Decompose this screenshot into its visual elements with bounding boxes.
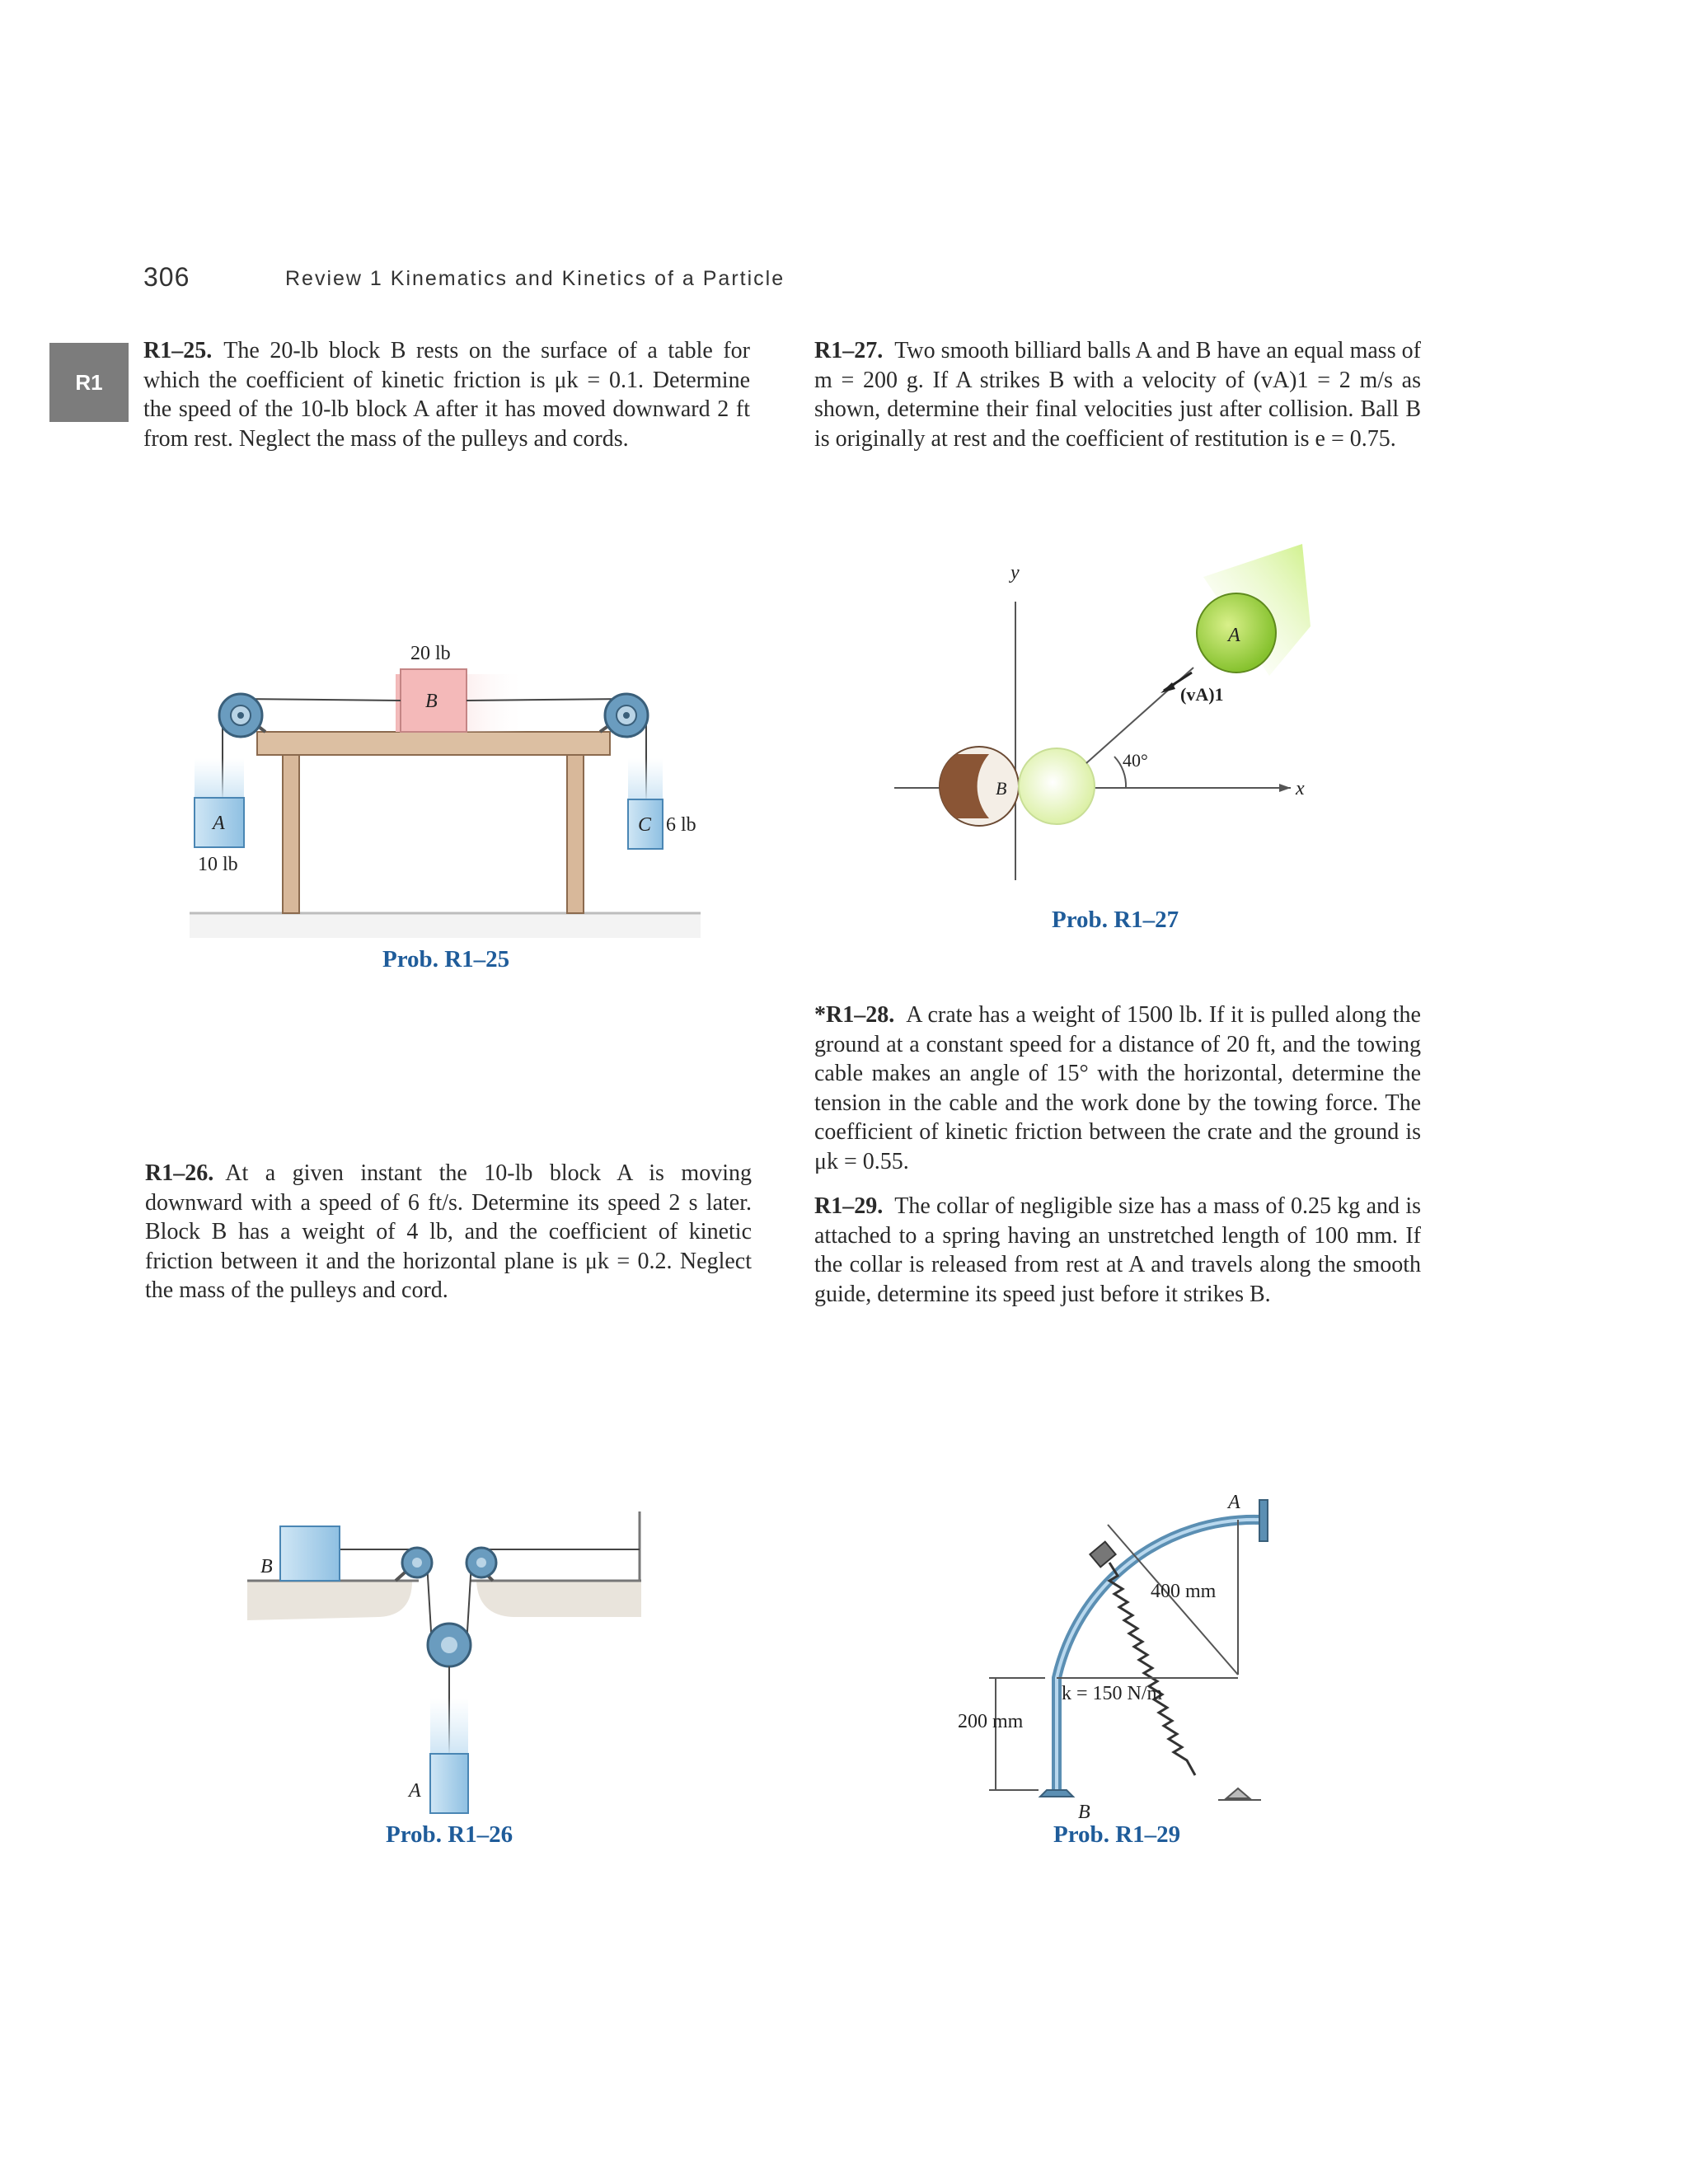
label-spring: k = 150 N/m — [1062, 1683, 1163, 1704]
problem-text: A crate has a weight of 1500 lb. If it is pulled along the ground at a constant speed for a distance of 20 ft, and the towing cable makes an angle of 15° with the horizontal, determine the tension in the cable and the work done by the towing force. The coefficient of kinetic friction between the crate and the ground is μk = 0.55. — [814, 1002, 1421, 1174]
page-number: 306 — [143, 262, 190, 292]
problem-text: At a given instant the 10-lb block A is moving downward with a speed of 6 ft/s. Determine its speed 2 s later. Block B has a weight of 4 lb, and the coefficient of kinetic friction between it and the horizontal plane is μk = 0.2. Neglect the mass of the pulleys and cord. — [145, 1160, 752, 1303]
label-height: 200 mm — [958, 1711, 1024, 1732]
problem-number: R1–25. — [143, 338, 213, 363]
problem-text: The collar of negligible size has a mass of 0.25 kg and is attached to a spring having an unstretched length of 100 mm. If the collar is released from rest at A and travels along the smooth guide, determine its speed just before it strikes B. — [814, 1193, 1421, 1307]
chapter-tab-label: R1 — [75, 369, 103, 395]
label-a: A — [213, 813, 225, 834]
label-a: A — [1228, 1492, 1240, 1513]
running-title: Review 1 Kinematics and Kinetics of a Particle — [285, 267, 785, 290]
mount-a — [1259, 1500, 1268, 1541]
label-b: B — [1078, 1802, 1090, 1823]
problem-number: R1–27. — [814, 338, 884, 363]
caption-r1-29: Prob. R1–29 — [1053, 1821, 1181, 1848]
caption-r1-26: Prob. R1–26 — [386, 1821, 513, 1848]
label-y: y — [1010, 562, 1020, 583]
problem-text: Two smooth billiard balls A and B have an equal mass of m = 200 g. If A strikes B with a velocity of (vA)1 = 2 m/s as shown, determine their final velocities just after collision. Ball B is originally at rest and the coefficient of restitution is e = 0.75. — [814, 338, 1421, 452]
label-x: x — [1296, 778, 1305, 799]
label-a-weight: 10 lb — [198, 854, 238, 875]
label-a: A — [409, 1780, 421, 1802]
label-b: B — [996, 778, 1007, 799]
label-b-weight: 20 lb — [410, 643, 451, 664]
label-angle: 40° — [1123, 750, 1148, 771]
label-velocity: (vA)1 — [1180, 684, 1224, 705]
label-radius: 400 mm — [1151, 1581, 1217, 1602]
label-b: B — [425, 691, 438, 712]
guide-rod-highlight — [1057, 1520, 1259, 1790]
problem-number: R1–26. — [145, 1160, 214, 1186]
label-b: B — [260, 1556, 273, 1577]
guide-rod — [1057, 1520, 1259, 1790]
problem-number: R1–29. — [814, 1193, 884, 1219]
caption-r1-25: Prob. R1–25 — [382, 946, 510, 972]
caption-r1-27: Prob. R1–27 — [1052, 907, 1179, 933]
spring-anchor — [1226, 1788, 1250, 1798]
problem-number: *R1–28. — [814, 1002, 895, 1028]
label-a: A — [1228, 625, 1240, 646]
problem-text: The 20-lb block B rests on the surface of a table for which the coefficient of kinetic friction is μk = 0.1. Determine the speed of the 10-lb block A after it has moved downward 2 ft from rest. Neglect the mass of the pulleys and cords. — [143, 338, 750, 452]
base-b — [1040, 1790, 1073, 1797]
collar — [1090, 1542, 1115, 1568]
label-c: C — [638, 814, 652, 836]
label-c-weight: 6 lb — [666, 814, 696, 836]
